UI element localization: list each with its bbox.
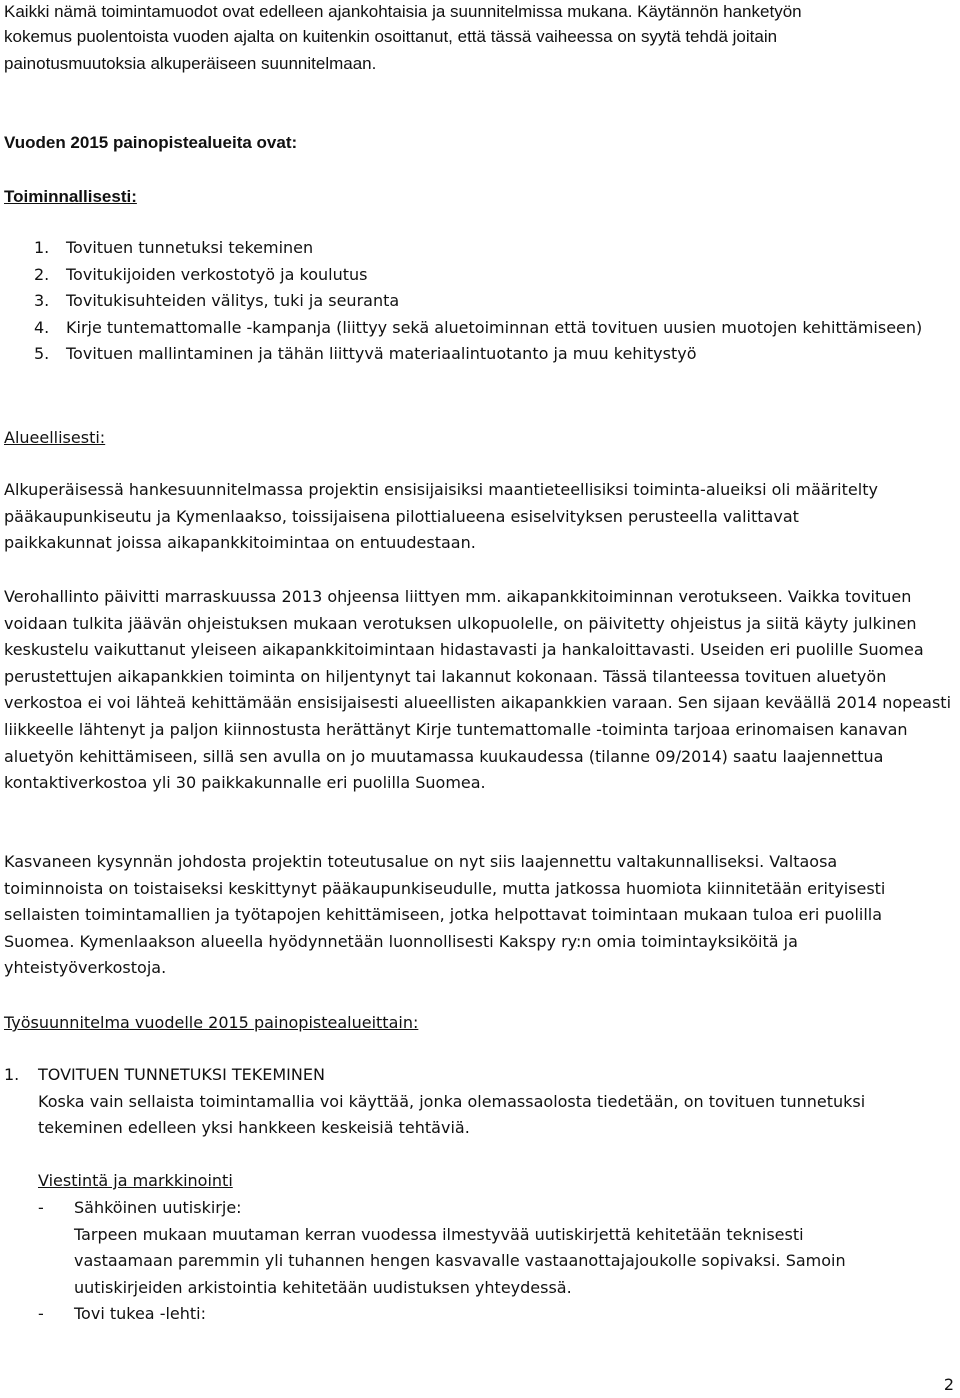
- intro-line: kokemus puolentoista vuoden ajalta on kuitenkin osoittanut, että tässä vaiheessa on syytä tehdä joitain: [4, 27, 778, 46]
- list-text: Tovitukijoiden verkostotyö ja koulutus: [66, 264, 368, 284]
- regional-paragraph-2: Verohallinto päivitti marraskuussa 2013 ohjeensa liittyen mm. aikapankkitoiminnan verotukseen. Vaikka tovituen voidaan tulkita jäävän ohjeistuksen mukaan verotuksen ulkopuolelle, on päivitetty ohjeistus ja siitä käyty julkinen keskustelu vaikuttanut yleiseen aikapankkitoimintaan hidastavasti ja hankaloittavasti. Useiden eri puolille Suomea perustettujen aikapankkien toiminta on hiljentynyt tai lakannut kokonaan. Tässä tilanteessa tovituen aluetyön verkostoa ei voi lähteä kehittämään ensisijaisesti alueellisten aikapankkien varaan. Sen sijaan keväällä 2014 nopeasti liikkeelle lähtenyt ja paljon kiinnostusta herättänyt Kirje tuntemattomalle -toiminta tarjoaa erinomaisen kanavan aluetyön kehittämiseen, sillä sen avulla on jo muutamassa kuukaudessa (tilanne 09/2014) saatu laajennettua kontaktiverkostoa yli 30 paikkakunnalle eri puolilla Suomea.: [4, 587, 952, 793]
- list-item: [4, 288, 956, 315]
- plan-item-text: Koska vain sellaista toimintamallia voi käyttää, jonka olemassaolosta tiedetään, on tovituen tunnetuksi tekeminen edelleen yksi hankkeen keskeisiä tehtäviä.: [38, 1091, 866, 1138]
- list-text: Kirje tuntemattomalle -kampanja (liittyy sekä aluetoiminnan että tovituen uusien muotojen kehittämiseen): [66, 317, 923, 337]
- page-number: 2: [943, 1375, 954, 1394]
- dash-item-text: Tarpeen mukaan muutaman kerran vuodessa ilmestyvää uutiskirjettä kehitetään teknisesti vastaamaan paremmin yli tuhannen hengen kasvavalle vastaanottajajoukolle sopivaksi. Samoin uutiskirjeiden arkistointia kehitetään uudistuksen yhteydessä.: [74, 1224, 846, 1297]
- list-number: 4.: [34, 317, 50, 337]
- list-number: 2.: [34, 264, 50, 284]
- dash-item-label: Tovi tukea -lehti:: [74, 1304, 206, 1324]
- dash-marker: -: [38, 1198, 44, 1217]
- list-number: 1.: [34, 238, 50, 257]
- dash-item-newsletter: [4, 1195, 956, 1301]
- list-text: Tovituen mallintaminen ja tähän liittyvä materiaalintuotanto ja muu kehitystyö: [66, 344, 697, 364]
- list-number: 5.: [34, 344, 50, 364]
- list-item: [4, 262, 956, 289]
- regional-paragraph-3: Kasvaneen kysynnän johdosta projektin toteutusalue on nyt siis laajennettu valtakunnalliseksi. Valtaosa toiminnoista on toistaiseksi keskittynyt pääkaupunkiseudulle, mutta jatkossa huomiota kiinnitetään erityisesti sellaisten toimintamallien ja työtapojen kehittämiseen, jotka helpottavat toimintaan mukaan tuloa eri puolilla Suomea. Kymenlaakson alueella hyödynnetään luonnollisesti Kakspy ry:n omia toimintayksiköitä ja yhteistyöverkostoja.: [4, 852, 886, 978]
- regional-heading: Alueellisesti:: [4, 428, 106, 447]
- intro-line: painotusmuutoksia alkuperäiseen suunnitelmaan.: [4, 54, 377, 73]
- focus-heading: Vuoden 2015 painopistealueita ovat:: [4, 133, 298, 152]
- functional-heading: Toiminnallisesti:: [4, 187, 137, 206]
- plan-item-number: 1.: [4, 1065, 20, 1084]
- plan-heading: Työsuunnitelma vuodelle 2015 painopistealueittain:: [4, 1013, 419, 1032]
- list-item: [4, 341, 956, 368]
- plan-subheading: Viestintä ja markkinointi: [38, 1171, 233, 1190]
- list-text: Tovitukisuhteiden välitys, tuki ja seuranta: [66, 291, 400, 311]
- dash-marker: -: [38, 1304, 44, 1324]
- dash-item-label: Sähköinen uutiskirje:: [74, 1198, 242, 1217]
- regional-paragraph-1: Alkuperäisessä hankesuunnitelmassa projektin ensisijaisiksi maantieteellisiksi toiminta-alueiksi oli määritelty pääkaupunkiseutu ja Kymenlaakso, toissijaisena pilottialueena esiselvityksen perusteella valittavat paikkakunnat joissa aikapankkitoimintaa on entuudestaan.: [4, 480, 878, 553]
- list-text: Tovituen tunnetuksi tekeminen: [66, 238, 314, 257]
- list-item: [4, 315, 926, 342]
- dash-item-magazine: [4, 1301, 956, 1328]
- intro-line: Kaikki nämä toimintamuodot ovat edelleen ajankohtaisia ja suunnitelmissa mukana. Käytännön hanketyön: [4, 2, 802, 21]
- list-number: 3.: [34, 291, 50, 311]
- functional-list: [4, 235, 956, 368]
- list-item: [4, 235, 956, 262]
- dash-list: [4, 1195, 956, 1328]
- plan-item-title: TOVITUEN TUNNETUKSI TEKEMINEN: [38, 1065, 325, 1084]
- plan-item-body: [38, 1062, 956, 1142]
